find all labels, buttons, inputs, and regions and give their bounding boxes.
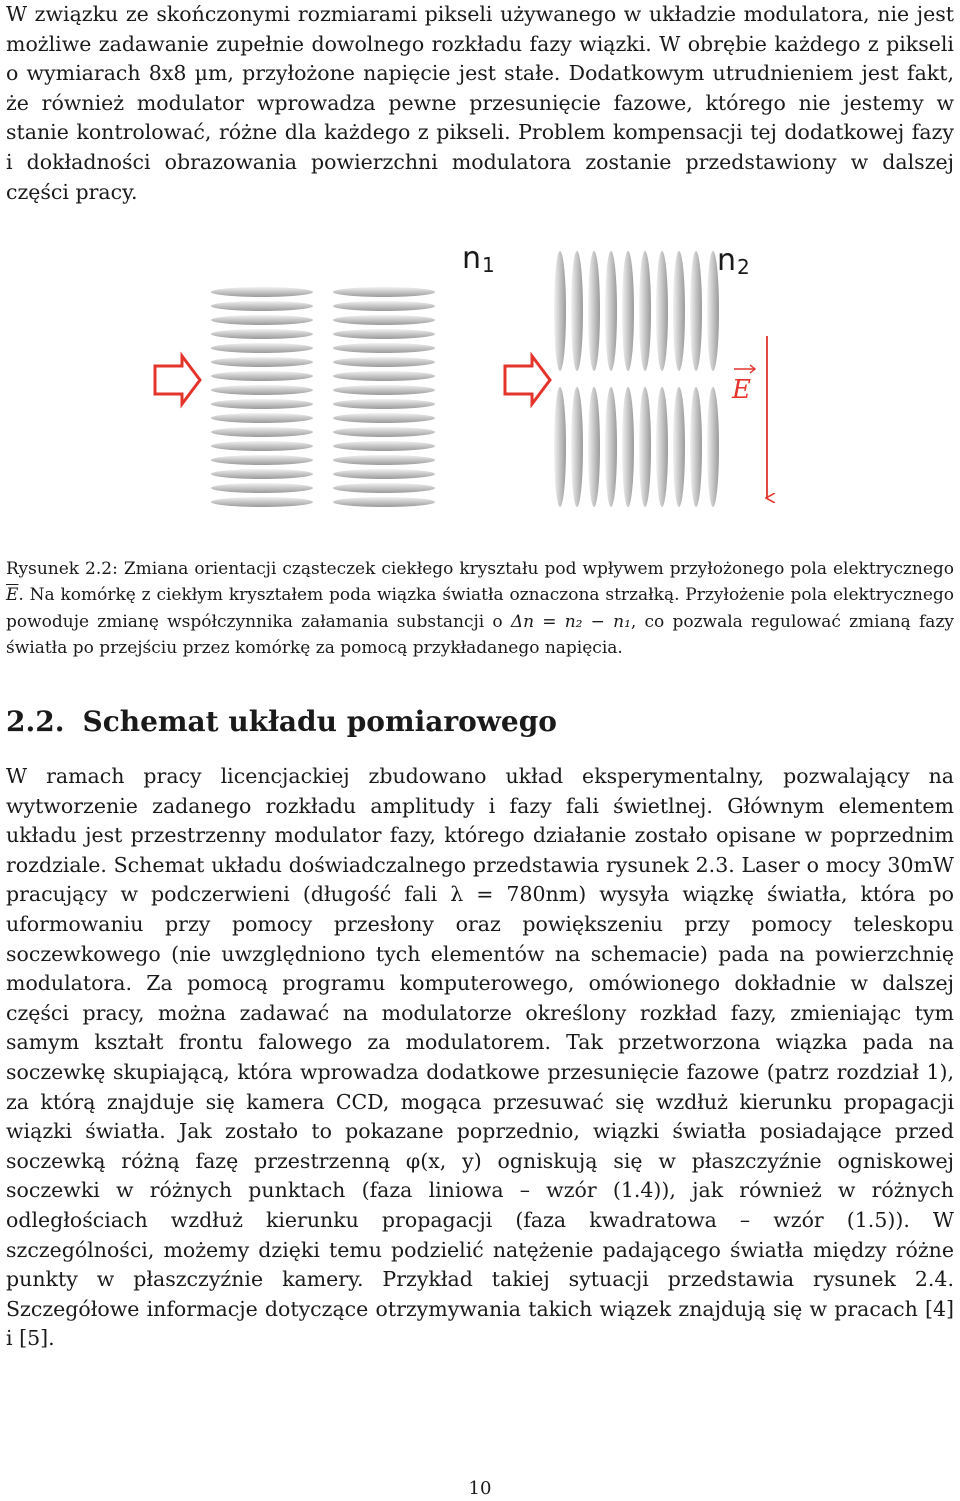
n1-label-sub: 1 xyxy=(482,253,495,277)
horizontal-molecule xyxy=(211,287,313,297)
horizontal-molecules xyxy=(211,287,435,507)
vertical-molecule xyxy=(673,251,685,371)
horizontal-molecule xyxy=(333,413,435,423)
horizontal-molecule xyxy=(211,315,313,325)
vertical-molecule xyxy=(690,387,702,507)
caption-vector-symbol: $\overline{E}$ xyxy=(6,585,19,606)
vertical-molecule xyxy=(554,251,566,371)
horizontal-molecule xyxy=(211,427,313,437)
vertical-molecule xyxy=(639,251,651,371)
vertical-molecule xyxy=(707,387,719,507)
vertical-molecule xyxy=(554,387,566,507)
horizontal-molecule xyxy=(333,441,435,451)
section-heading xyxy=(6,702,557,742)
horizontal-molecule xyxy=(333,371,435,381)
n1-label-base: n xyxy=(462,241,482,276)
page-number: 10 xyxy=(468,1478,492,1499)
horizontal-molecule xyxy=(211,357,313,367)
horizontal-molecule xyxy=(211,483,313,493)
n2-label-sub: 2 xyxy=(737,255,750,279)
horizontal-molecule xyxy=(333,329,435,339)
horizontal-molecule xyxy=(333,385,435,395)
n1-label xyxy=(462,241,495,277)
intro-paragraph: W związku ze skończonymi rozmiarami pikseli używanego w układzie modulatora, nie jest możliwe zadawanie zupełnie dowolnego rozkładu fazy wiązki. W obrębie każdego z pikseli o wymiarach 8x8 µm, przyłożone napięcie jest stałe. Dodatkowym utrudnieniem jest fakt, że również modulator wprowadza pewne przesunięcie fazowe, którego nie jestemy w stanie kontrolować, różne dla każdego z pikseli. Problem kompensacji tej dodatkowej fazy i dokładności obrazowania powierzchni modulatora zostanie przedstawiony w dalszej części pracy. xyxy=(6,2,954,204)
vertical-molecule xyxy=(588,387,600,507)
n2-label-base: n xyxy=(717,243,737,278)
horizontal-molecule xyxy=(333,343,435,353)
horizontal-molecule xyxy=(211,343,313,353)
horizontal-molecule xyxy=(211,371,313,381)
vertical-molecule xyxy=(571,251,583,371)
horizontal-molecule xyxy=(333,469,435,479)
caption-label: Rysunek 2.2: xyxy=(6,559,118,579)
horizontal-molecule xyxy=(333,455,435,465)
horizontal-molecule xyxy=(211,301,313,311)
horizontal-molecule xyxy=(211,329,313,339)
left-light-arrow-icon xyxy=(155,356,200,404)
liquid-crystal-figure xyxy=(150,238,790,520)
vertical-molecule xyxy=(656,251,668,371)
vertical-molecule xyxy=(605,251,617,371)
horizontal-molecule xyxy=(211,441,313,451)
horizontal-molecule xyxy=(211,455,313,465)
section-number: 2.2. xyxy=(6,705,65,738)
vertical-molecule xyxy=(690,251,702,371)
right-light-arrow-icon xyxy=(505,356,550,404)
vertical-molecule xyxy=(622,387,634,507)
horizontal-molecule xyxy=(211,497,313,507)
section-title: Schemat układu pomiarowego xyxy=(82,705,557,738)
field-label: E xyxy=(732,375,751,405)
horizontal-molecule xyxy=(333,357,435,367)
horizontal-molecule xyxy=(211,385,313,395)
horizontal-molecule xyxy=(211,413,313,423)
caption-text-2: . Na komórkę z ciekłym kryształem poda wiązka światła oznaczona strzałką. Przyłożenie pola elektrycznego powoduje zmianę współczynnika załamania substancji o xyxy=(6,585,954,632)
horizontal-molecule xyxy=(333,427,435,437)
caption-text-1: Zmiana orientacji cząsteczek ciekłego kryształu pod wpływem przyłożonego pola elektrycznego xyxy=(123,559,954,579)
horizontal-molecule xyxy=(333,315,435,325)
horizontal-molecule xyxy=(333,483,435,493)
vertical-molecules xyxy=(554,251,719,507)
main-paragraph: W ramach pracy licencjackiej zbudowano układ eksperymentalny, pozwalający na wytworzenie zadanego rozkładu amplitudy i fazy fali świetlnej. Głównym elementem układu jest przestrzenny modulator fazy, którego działanie zostało opisane w poprzednim rozdziale. Schemat układu doświadczalnego przedstawia rysunek 2.3. Laser o mocy 30mW pracujący w podczerwieni (długość fali λ = 780nm) wysyła wiązkę światła, która po uformowaniu przy pomocy przesłony oraz powiększeniu przy pomocy teleskopu soczewkowego (nie uwzględniono tych elementów na schemacie) pada na powierzchnię modulatora. Za pomocą programu komputerowego, omówionego dokładnie w dalszej części pracy, można zadawać na modulatorze określony rozkład fazy, zmieniając tym samym kształt frontu falowego za modulatorem. Tak przetworzona wiązka pada na soczewkę skupiającą, która wprowadza dodatkowe przesunięcie fazowe (patrz rozdział 1), za którą znajduje się kamera CCD, mogąca przesuwać się wzdłuż kierunku propagacji wiązki światła. Jak zostało to pokazane poprzednio, wiązki światła posiadające przed soczewką różną fazę przestrzenną φ(x, y) ogniskują się w płaszczyźnie ogniskowej soczewki w różnych punktach (faza liniowa – wzór (1.4)), jak również w różnych odległościach wzdłuż kierunku propagacji (faza kwadratowa – wzór (1.5)). W szczególności, możemy dzięki temu podzielić natężenie padającego światła między różne punkty w płaszczyźnie kamery. Przykład takiej sytuacji przedstawia rysunek 2.4. Szczegółowe informacje dotyczące otrzymywania takich wiązek znajdują się w pracach [4] i [5]. xyxy=(6,764,954,1351)
vertical-molecule xyxy=(639,387,651,507)
horizontal-molecule xyxy=(211,399,313,409)
horizontal-molecule xyxy=(333,301,435,311)
vertical-molecule xyxy=(605,387,617,507)
figure-caption xyxy=(6,556,954,662)
horizontal-molecule xyxy=(333,497,435,507)
vertical-molecule xyxy=(588,251,600,371)
vertical-molecule xyxy=(571,387,583,507)
n2-label xyxy=(717,243,750,279)
vertical-molecule xyxy=(622,251,634,371)
caption-formula: Δn = n₂ − n₁ xyxy=(510,611,631,632)
caption-text-3: , co pozwala regulować zmianą fazy światła po przejściu przez komórkę za pomocą przykładanego napięcia. xyxy=(6,611,955,659)
vertical-molecule xyxy=(656,387,668,507)
vertical-molecule xyxy=(673,387,685,507)
horizontal-molecule xyxy=(211,469,313,479)
horizontal-molecule xyxy=(333,287,435,297)
horizontal-molecule xyxy=(333,399,435,409)
